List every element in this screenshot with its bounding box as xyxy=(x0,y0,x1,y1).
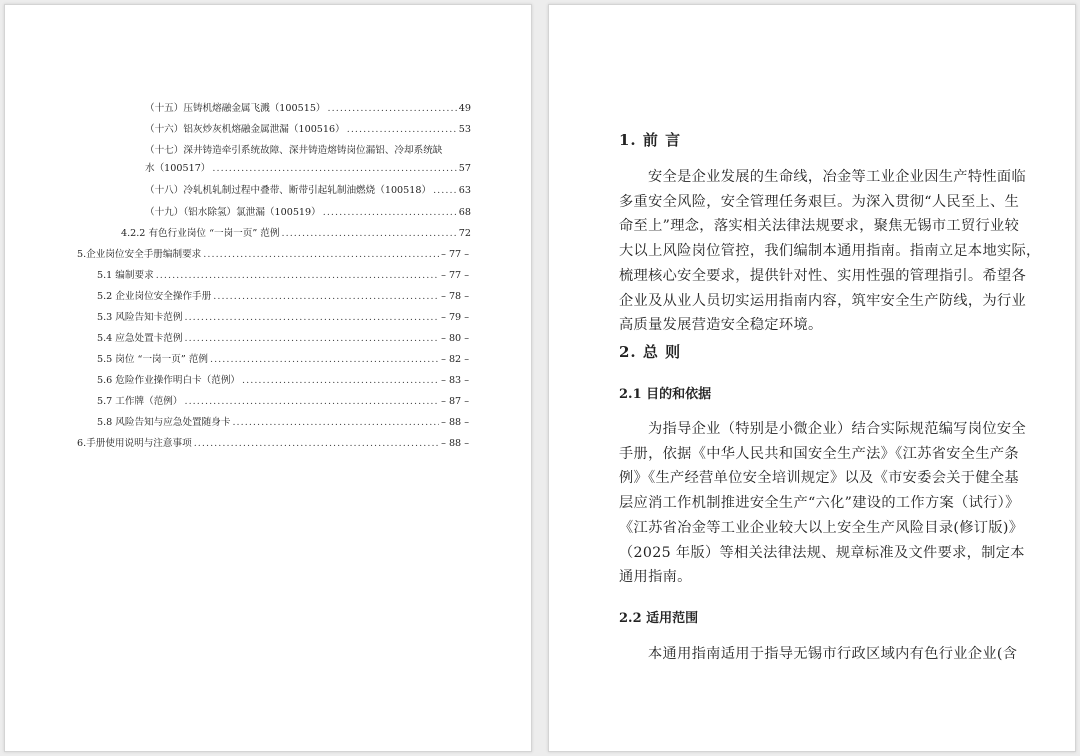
toc-leader xyxy=(347,124,457,136)
left-page-toc xyxy=(4,4,532,752)
paragraph-line: 本通用指南适用于指导无锡市行政区域内有色行业企业(含 xyxy=(648,646,1018,662)
toc-leader xyxy=(328,103,457,115)
toc-entry-page: – 88 – xyxy=(441,417,469,428)
toc-leader xyxy=(156,270,439,282)
toc-leader xyxy=(203,249,439,261)
paragraph-line: 手册，依据《中华人民共和国安全生产法》《江苏省安全生产条 xyxy=(619,445,1019,462)
toc-entry[interactable] xyxy=(77,249,469,261)
paragraph-line: 多重安全风险，安全管理任务艰巨。为深入贯彻“人民至上、生 xyxy=(619,193,1020,210)
paragraph-line: 安全是企业发展的生命线，冶金等工业企业因生产特性面临 xyxy=(648,169,1026,185)
toc-entry[interactable] xyxy=(97,396,469,408)
toc-entry-title: 5.1 编制要求 xyxy=(97,270,154,281)
section-heading-general: 2. 总 则 xyxy=(619,343,682,361)
toc-entry-title: 5.5 岗位 “一岗一页” 范例 xyxy=(97,354,208,365)
scope-paragraph xyxy=(619,642,1017,667)
toc-leader xyxy=(184,312,439,324)
toc-entry-title: 5.4 应急处置卡范例 xyxy=(97,333,183,344)
paragraph-line: 梳理核心安全要求，提供针对性、实用性强的管理指引。希望各 xyxy=(619,267,1027,284)
toc-entry-title: （十五）压铸机熔融金属飞溅（100515） xyxy=(145,103,326,114)
toc-entry-title-line1: （十七）深井铸造牵引系统故障、深井铸造熔铸岗位漏铝、冷却系统缺 xyxy=(145,145,443,156)
toc-entry[interactable] xyxy=(145,207,471,219)
toc-entry[interactable] xyxy=(145,163,471,175)
toc-entry-page: – 77 – xyxy=(441,270,469,281)
toc-entry-page: 68 xyxy=(458,207,471,218)
toc-entry-page: 53 xyxy=(458,124,471,135)
toc-leader xyxy=(184,396,439,408)
toc-entry-title: 5.7 工作牌（范例） xyxy=(97,396,183,407)
toc-entry-title: （十九）（铝水除氢）氯泄漏（100519） xyxy=(145,207,321,218)
paragraph-line: 为指导企业（特别是小微企业）结合实际规范编写岗位安全 xyxy=(648,421,1026,437)
paragraph-line: 命至上”理念，落实相关法律法规要求，聚焦无锡市工贸行业较 xyxy=(619,218,1020,235)
toc-leader xyxy=(232,417,439,429)
paragraph-line: 例》《生产经营单位安全培训规定》以及《市安委会关于健全基 xyxy=(619,470,1019,487)
toc-entry-page: 49 xyxy=(458,103,471,114)
toc-entry[interactable] xyxy=(97,291,469,303)
paragraph-line: 高质量发展营造安全稳定环境。 xyxy=(619,317,823,334)
toc-entry[interactable] xyxy=(145,185,471,197)
toc-entry[interactable] xyxy=(121,228,471,240)
paragraph-line: 大以上风险岗位管控，我们编制本通用指南。指南立足本地实际， xyxy=(619,243,1041,260)
toc-entry-page: 57 xyxy=(458,163,471,174)
toc-entry-page: 72 xyxy=(458,228,471,239)
toc-leader xyxy=(323,207,457,219)
toc-entry-page: – 79 – xyxy=(441,312,469,323)
toc-entry[interactable] xyxy=(145,124,471,136)
toc-leader xyxy=(184,333,439,345)
toc-entry-page: – 80 – xyxy=(441,333,469,344)
right-page-content xyxy=(548,4,1076,752)
toc-entry-title: 5.6 危险作业操作明白卡（范例） xyxy=(97,375,241,386)
subsection-heading-scope: 2.2 适用范围 xyxy=(619,611,699,626)
toc-entry[interactable] xyxy=(97,333,469,345)
toc-entry-page: – 82 – xyxy=(441,354,469,365)
toc-leader xyxy=(210,354,439,366)
paragraph-line: 层应消工作机制推进安全生产“六化”建设的工作方案（试行）》 xyxy=(619,495,1020,512)
toc-entry-page: 63 xyxy=(458,185,471,196)
toc-entry[interactable] xyxy=(97,354,469,366)
toc-entry[interactable] xyxy=(145,103,471,115)
toc-leader xyxy=(194,438,439,450)
toc-entry-page: – 83 – xyxy=(441,375,469,386)
subsection-heading-purpose: 2.1 目的和依据 xyxy=(619,387,712,402)
paragraph-line: 《江苏省冶金等工业企业较大以上安全生产风险目录(修订版)》 xyxy=(619,519,1024,536)
toc-entry-title: 水（100517） xyxy=(145,163,211,174)
paragraph-line: 企业及从业人员切实运用指南内容，筑牢安全生产防线，为行业 xyxy=(619,292,1027,309)
purpose-paragraph xyxy=(619,417,1026,590)
toc-entry[interactable] xyxy=(97,270,469,282)
paragraph-line: 通用指南。 xyxy=(619,569,692,586)
toc-entry-title: 5.3 风险告知卡范例 xyxy=(97,312,183,323)
toc-entry[interactable] xyxy=(77,438,469,450)
toc-entry-page: – 78 – xyxy=(441,291,469,302)
toc-entry[interactable] xyxy=(97,375,469,387)
toc-entry-title: 5.企业岗位安全手册编制要求 xyxy=(77,249,202,260)
toc-leader xyxy=(242,375,439,387)
toc-entry-title: 5.2 企业岗位安全操作手册 xyxy=(97,291,212,302)
toc-leader xyxy=(213,291,439,303)
toc-leader xyxy=(282,228,457,240)
toc-entry[interactable] xyxy=(97,417,469,429)
toc-entry-title: 5.8 风险告知与应急处置随身卡 xyxy=(97,417,231,428)
toc-entry[interactable] xyxy=(97,312,469,324)
toc-entry-title: 4.2.2 有色行业岗位 “一岗一页” 范例 xyxy=(121,228,280,239)
toc-entry-page: – 87 – xyxy=(441,396,469,407)
preface-paragraph xyxy=(619,165,1041,338)
section-heading-preface: 1. 前 言 xyxy=(619,131,682,149)
toc-entry-title: （十八）冷轧机轧制过程中叠带、断带引起轧制油燃烧（100518） xyxy=(145,185,432,196)
toc-leader xyxy=(433,185,457,197)
toc-entry-page: – 77 – xyxy=(441,249,469,260)
toc-leader xyxy=(212,163,456,175)
toc-entry-title: 6.手册使用说明与注意事项 xyxy=(77,438,192,449)
paragraph-line: （2025 年版）等相关法律法规、规章标准及文件要求，制定本 xyxy=(619,544,1025,561)
toc-entry-page: – 88 – xyxy=(441,438,469,449)
toc-entry-title: （十六）铝灰炒灰机熔融金属泄漏（100516） xyxy=(145,124,345,135)
